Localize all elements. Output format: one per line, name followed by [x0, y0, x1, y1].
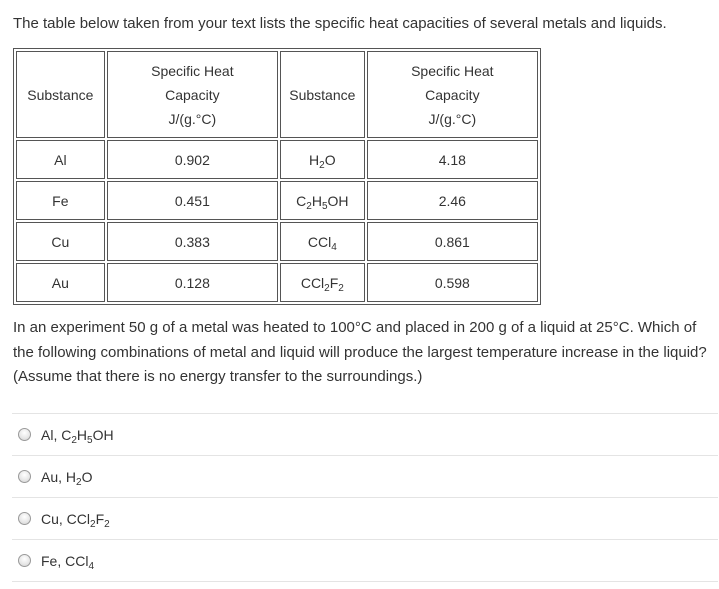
option-label: Cu, $CCl_2F_2$	[41, 510, 110, 530]
metal-cell: Cu	[16, 222, 105, 261]
radio-button-icon[interactable]	[18, 470, 31, 483]
header-capacity-metal-line: Specific Heat	[151, 62, 234, 79]
table-header-row	[16, 51, 538, 138]
radio-button-icon[interactable]	[18, 554, 31, 567]
header-capacity-metal-line: Capacity	[165, 86, 220, 103]
table-row	[16, 181, 538, 220]
table-row	[16, 263, 538, 302]
liquid-cell: $CCl_2F_2$	[280, 263, 365, 302]
metal-capacity-cell: 0.902	[107, 140, 278, 179]
header-capacity-metal	[107, 51, 278, 138]
metal-capacity-cell: 0.383	[107, 222, 278, 261]
option-label: Al, $C_2H_5OH$	[41, 426, 114, 446]
metal-cell: Fe	[16, 181, 105, 220]
specific-heat-table	[13, 48, 541, 305]
header-capacity-liquid	[367, 51, 538, 138]
metal-capacity-cell: 0.128	[107, 263, 278, 302]
header-substance-metal: Substance	[16, 51, 105, 138]
intro-text: The table below taken from your text lists the specific heat capacities of several metals and liquids.	[13, 15, 667, 32]
header-capacity-liquid-unit: J/(g.°C)	[428, 110, 477, 127]
radio-button-icon[interactable]	[18, 428, 31, 441]
answer-option-cu-dichlorodifluoromethane[interactable]	[12, 498, 718, 540]
header-capacity-metal-unit: J/(g.°C)	[168, 110, 217, 127]
answer-option-au-water[interactable]	[12, 456, 718, 498]
liquid-capacity-cell: 4.18	[367, 140, 538, 179]
answer-option-fe-carbon-tetrachloride[interactable]	[12, 540, 718, 582]
answer-option-al-ethanol[interactable]	[12, 414, 718, 456]
table-row	[16, 222, 538, 261]
option-label: Fe, CCl$_4$	[41, 552, 95, 572]
liquid-capacity-cell: 2.46	[367, 181, 538, 220]
question-text: In an experiment 50 g of a metal was heated to 100°C and placed in 200 g of a liquid at 25°C. Which of the following combinations of metal and liquid will produce the largest temperature increase in the liquid? (Assume that there is no energy transfer to the surroundings.)	[13, 319, 707, 385]
metal-cell: Au	[16, 263, 105, 302]
liquid-cell: $C_2H_5OH$	[280, 181, 365, 220]
header-capacity-liquid-line: Specific Heat	[411, 62, 494, 79]
metal-cell: Al	[16, 140, 105, 179]
liquid-cell: CCl$_4$	[280, 222, 365, 261]
radio-button-icon[interactable]	[18, 512, 31, 525]
header-capacity-liquid-line: Capacity	[425, 86, 480, 103]
option-label: Au, $H_2O$	[41, 468, 93, 488]
answer-options	[12, 413, 718, 582]
liquid-capacity-cell: 0.598	[367, 263, 538, 302]
liquid-cell: $H_2O$	[280, 140, 365, 179]
metal-capacity-cell: 0.451	[107, 181, 278, 220]
table-row	[16, 140, 538, 179]
liquid-capacity-cell: 0.861	[367, 222, 538, 261]
header-substance-liquid: Substance	[280, 51, 365, 138]
